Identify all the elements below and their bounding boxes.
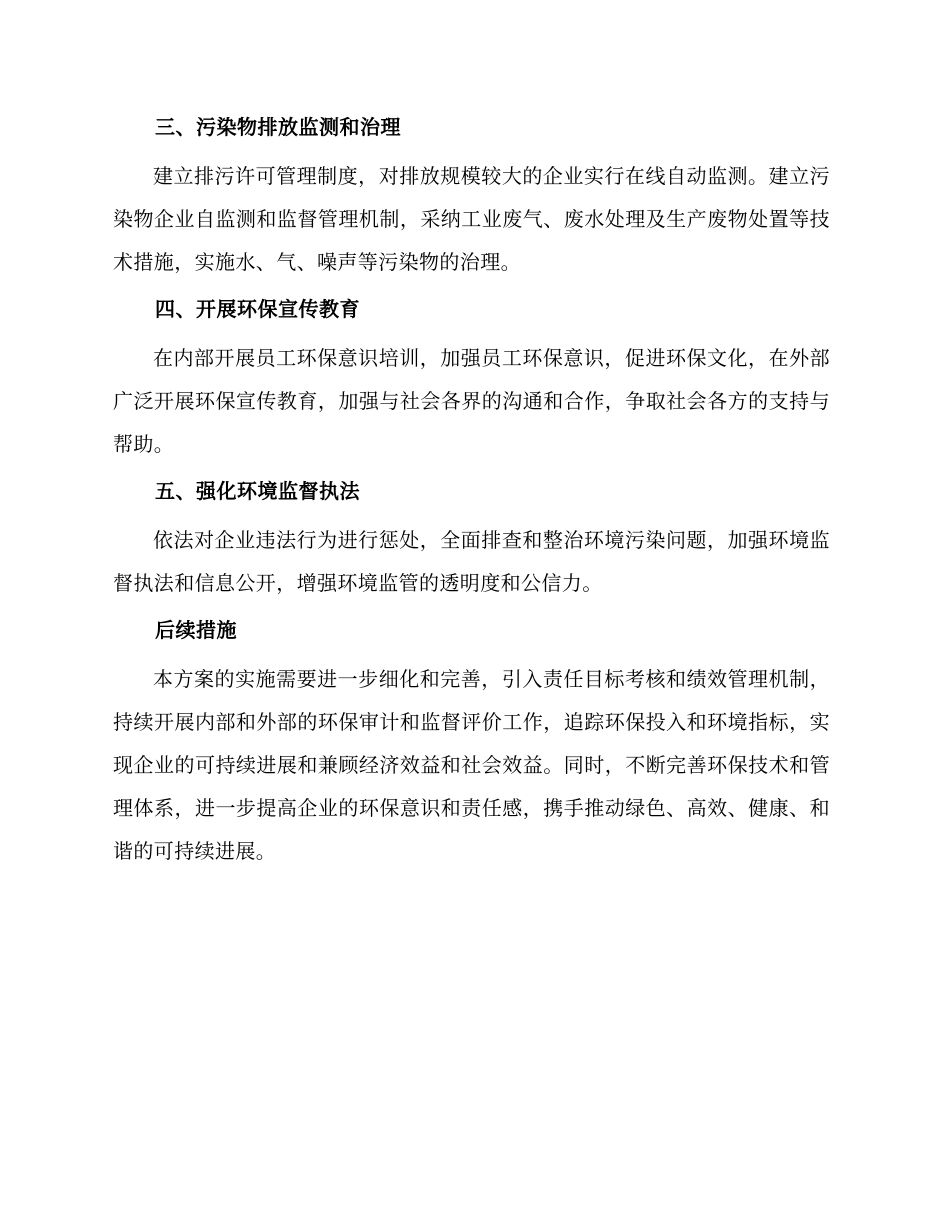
section-heading: 三、污染物排放监测和治理 [155,115,401,139]
section-pollution-monitoring [113,110,830,292]
section-heading: 后续措施 [155,618,237,642]
document-body [113,110,830,873]
section-follow-up [113,613,830,873]
section-paragraph: 建立排污许可管理制度，对排放规模较大的企业实行在线自动监测。建立污染物企业自监测和监督管理机制，采纳工业废气、废水处理及生产废物处置等技术措施，实施水、气、噪声等污染物的治理。 [113,164,830,274]
section-heading: 四、开展环保宣传教育 [155,297,360,321]
section-enforcement [113,474,830,613]
section-paragraph: 在内部开展员工环保意识培训，加强员工环保意识，促进环保文化，在外部广泛开展环保宣传教育，加强与社会各界的沟通和合作，争取社会各方的支持与帮助。 [113,346,830,456]
section-paragraph: 依法对企业违法行为进行惩处，全面排查和整治环境污染问题，加强环境监督执法和信息公开，增强环境监管的透明度和公信力。 [113,528,830,595]
section-environmental-education [113,292,830,474]
section-heading: 五、强化环境监督执法 [155,479,360,503]
section-paragraph: 本方案的实施需要进一步细化和完善，引入责任目标考核和绩效管理机制，持续开展内部和外部的环保审计和监督评价工作，追踪环保投入和环境指标，实现企业的可持续进展和兼顾经济效益和社会效益。同时，不断完善环保技术和管理体系，进一步提高企业的环保意识和责任感，携手推动绿色、高效、健康、和谐的可持续进展。 [113,667,830,863]
